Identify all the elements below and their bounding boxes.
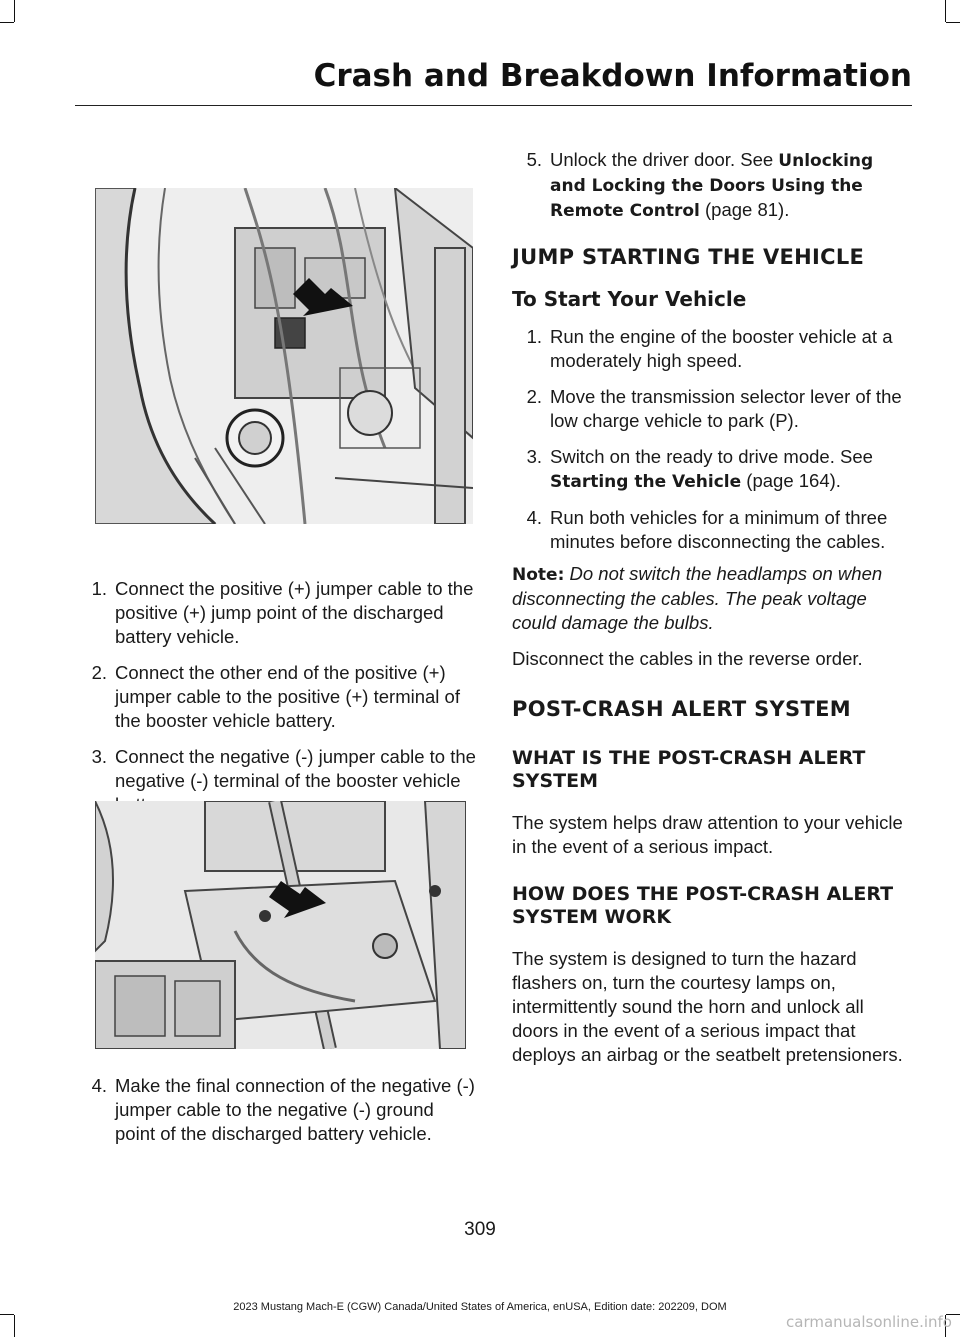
step-number: 2. — [526, 386, 542, 407]
page-title: Crash and Breakdown Information — [313, 58, 912, 94]
list-item — [512, 445, 912, 494]
unlock-step — [512, 148, 912, 223]
final-connection-step — [77, 1074, 477, 1146]
starting-vehicle-link[interactable]: Starting the Vehicle — [550, 472, 742, 492]
note-text: Do not switch the headlamps on when disconnecting the cables. The peak voltage could damage the bulbs. — [512, 563, 883, 633]
step-text: Run the engine of the booster vehicle at a moderately high speed. — [550, 326, 893, 371]
left-step-4 — [77, 1074, 477, 1158]
start-vehicle-steps — [512, 325, 912, 554]
page-reference: (page 81). — [699, 199, 790, 220]
note — [512, 562, 912, 635]
what-is-heading: WHAT IS THE POST-CRASH ALERT SYSTEM — [512, 747, 866, 792]
step-number: 3. — [526, 446, 542, 467]
header-divider — [75, 105, 912, 106]
left-steps — [77, 577, 477, 829]
crop-mark — [0, 1314, 14, 1315]
step-number: 4. — [91, 1075, 107, 1096]
step-number: 1. — [91, 578, 107, 599]
step-text: Move the transmission selector lever of the low charge vehicle to park (P). — [550, 386, 902, 431]
start-vehicle-subheading: To Start Your Vehicle — [512, 287, 747, 311]
step-number: 3. — [91, 746, 107, 767]
list-item — [77, 1074, 477, 1146]
footer-edition-info: 2023 Mustang Mach-E (CGW) Canada/United States of America, enUSA, Edition date: 202209, DOM — [233, 1301, 727, 1313]
engine-bay-drawing — [95, 188, 473, 524]
what-is-text: The system helps draw attention to your vehicle in the event of a serious impact. — [512, 812, 903, 857]
page-number: 309 — [464, 1219, 496, 1240]
how-does-text: The system is designed to turn the hazard flashers on, turn the courtesy lamps on, intermittently sound the horn and unlock all doors in the event of a serious impact that deploys an airbag or the seatbelt pretensioners. — [512, 948, 903, 1065]
positive-jump-point-illustration — [95, 188, 473, 524]
step-number: 1. — [526, 326, 542, 347]
list-item — [512, 506, 912, 554]
step-text: Switch on the ready to drive mode. See — [550, 446, 873, 467]
crop-mark — [14, 0, 15, 22]
crop-mark — [0, 22, 14, 23]
right-column — [512, 148, 912, 1067]
step-number: 5. — [526, 149, 542, 170]
list-item — [77, 661, 477, 733]
how-does-heading: HOW DOES THE POST-CRASH ALERT SYSTEM WORK — [512, 883, 894, 928]
list-item — [512, 385, 912, 433]
unlocking-doors-link[interactable]: Unlocking and Locking the Doors Using the Remote Control — [550, 151, 874, 221]
crop-mark — [14, 1315, 15, 1337]
jump-starting-heading: JUMP STARTING THE VEHICLE — [512, 245, 865, 269]
step-text: Make the final connection of the negative (-) jumper cable to the negative (-) ground point of the discharged battery vehicle. — [115, 1075, 475, 1144]
step-text: Run both vehicles for a minimum of three minutes before disconnecting the cables. — [550, 507, 888, 552]
step-text: Connect the positive (+) jumper cable to the positive (+) jump point of the discharged battery vehicle. — [115, 578, 474, 647]
step-number: 2. — [91, 662, 107, 683]
step-number: 4. — [526, 507, 542, 528]
note-label: Note: — [512, 565, 565, 585]
page-reference: (page 164). — [741, 470, 841, 491]
post-crash-alert-heading: POST-CRASH ALERT SYSTEM — [512, 697, 851, 721]
list-item — [77, 577, 477, 649]
step-text: Unlock the driver door. See — [550, 149, 779, 170]
list-item — [512, 325, 912, 373]
step-text: Connect the negative (-) jumper cable to the negative (-) terminal of the booster vehicle — [115, 746, 476, 791]
ground-point-illustration — [95, 801, 466, 1049]
jumper-connection-steps — [77, 577, 477, 817]
ground-point-drawing — [95, 801, 466, 1049]
step-text: Connect the other end of the positive (+) jumper cable to the positive (+) terminal of the booster vehicle battery. — [115, 662, 460, 731]
list-item — [512, 148, 912, 223]
disconnect-text: Disconnect the cables in the reverse order. — [512, 648, 863, 669]
crop-mark — [945, 0, 946, 22]
watermark: carmanualsonline.info — [786, 1313, 952, 1331]
crop-mark — [946, 22, 960, 23]
